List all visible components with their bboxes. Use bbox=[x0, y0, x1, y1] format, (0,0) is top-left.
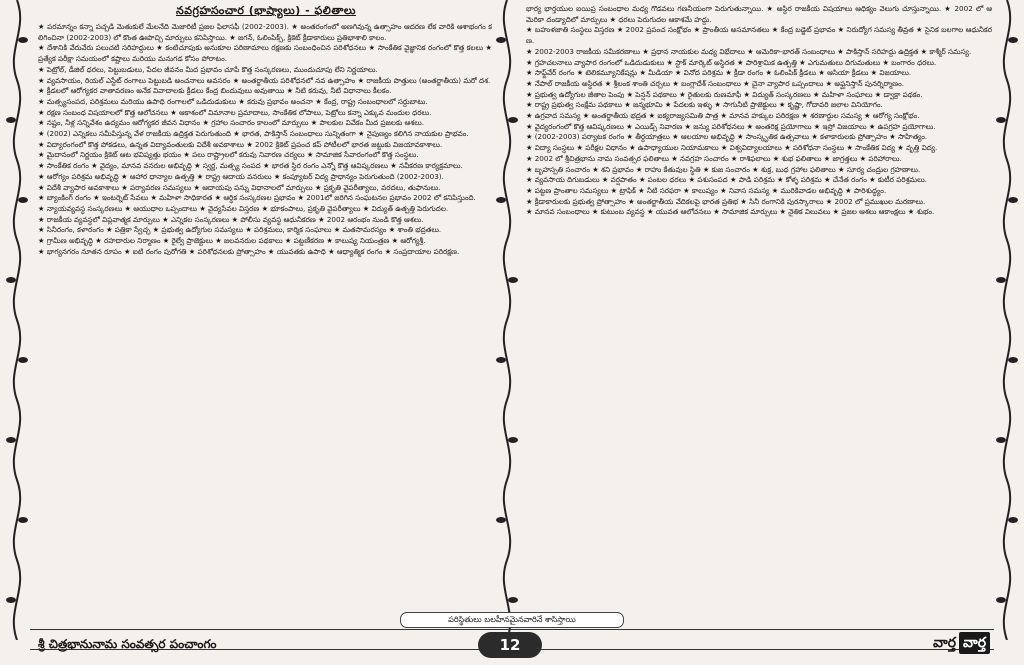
article-paragraph: ★ రాజకీయ వ్యవస్థలో విప్లవాత్మక మార్పులు ★ ఎన్నికల సంస్కరణలు ★ పోలీసు వ్యవస్థ ఆధునీకరణ ★ 2002 ఆరంభం నుండి కొత్త ఆశలు. bbox=[38, 214, 424, 224]
article-paragraph: ★ సినీరంగం, కళారంగం ★ పత్రికా స్వేచ్ఛ ★ ప్రభుత్వ ఉద్యోగుల సమస్యలు ★ పరిశ్రమలు, కార్మిక సంఘాలు ★ మతసామరస్యం ★ శాంతి భద్రతలు. bbox=[38, 225, 442, 235]
article-paragraph: ★ బహుళజాతి సంస్థలు విస్తరణ ★ 2002 ప్రపంచ సంక్షోభం ★ ప్రాంతీయ అసమానతలు ★ కేంద్ర బడ్జెట్ ప్రభావం ★ నిరుద్యోగ సమస్య తీవ్రత ★ సైనిక బలగాల ఆధునీకరణ. bbox=[526, 25, 992, 46]
article-paragraph: ★ క్రీడాకారులకు ప్రభుత్వ ప్రోత్సాహం ★ అంతర్జాతీయ వేదికలపై భారత ప్రతిభ ★ సినీ రంగానికి పురస్కారాలు ★ 2002 లో ప్రముఖుల మరణాలు. bbox=[526, 196, 926, 206]
article-paragraph: ★ ఆరోగ్యం పరిశ్రమ అభివృద్ధి ★ ఆహార ధాన్యాల ఉత్పత్తి ★ రాష్ట్ర ఆదాయ వనరులు ★ కంప్యూటర్ విద్య ప్రాధాన్యం పెరుగుతుంది (2002-2003). bbox=[38, 171, 444, 181]
page-number: 12 bbox=[478, 632, 542, 658]
article-paragraph: ★ గ్రహచలనాలు వ్యాపార రంగంలో ఒడిదుడుకులు ★ స్టాక్ మార్కెట్ అస్థిరత ★ పారిశ్రామిక ఉత్పత్తి ★ ఎగుమతులు దిగుమతులు ★ బంగారం ధరలు. bbox=[526, 57, 937, 67]
article-paragraph: ★ రాష్ట్ర ప్రభుత్వ సంక్షేమ పథకాలు ★ జన్మభూమి ★ పేదలకు ఇళ్ళు ★ సాగునీటి ప్రాజెక్టులు ★ కృష్ణా, గోదావరి జలాల వినియోగం. bbox=[526, 100, 883, 110]
article-paragraph: ★ రక్షణ సంబంధ విషయాలలో కొత్త ఆలోచనలు ★ ఆకాశంలో విమానాల ప్రమాదాలు, సాంకేతిక లోపాలు, పెట్రోలు కన్నా ఎక్కువ మందుల ధరలు. bbox=[38, 107, 432, 117]
article-paragraph: ★ (2002-2003) పర్యాటక రంగం ★ తీర్థయాత్రలు ★ ఆలయాల అభివృద్ధి ★ సాంస్కృతిక ఉత్సవాలు ★ కళాకారులకు ప్రోత్సాహం ★ సాహిత్యం. bbox=[526, 132, 928, 142]
article-paragraph: ★ మత్స్యసంపద, పరిశ్రమలు మరియు ఉపాధి రంగాలలో ఒడిదుడుకులు ★ కరువు ప్రభావం అంచనా ★ కేంద్ర, రాష్ట్ర సంబంధాలలో సర్దుబాటు. bbox=[38, 96, 428, 106]
article-paragraph: ★ నేపాల్ రాజకీయ అస్థిరత ★ శ్రీలంక శాంతి చర్చలు ★ బంగ్లాదేశ్ సంబంధాలు ★ చైనా వ్యాపార ఒప్పందాలు ★ అఫ్ఘనిస్తాన్ పునర్నిర్మాణం. bbox=[526, 78, 905, 88]
article-paragraph: ★ వ్యవసాయ దిగుబడులు ★ వర్షపాతం ★ పంటల ధరలు ★ పశుసంపద ★ పాడి పరిశ్రమ ★ కోళ్ళ పరిశ్రమ ★ చేనేత రంగం ★ కుటీర పరిశ్రమలు. bbox=[526, 175, 928, 185]
article-paragraph: ★ మానవ సంబంధాలు ★ కుటుంబ వ్యవస్థ ★ యువత ఆలోచనలు ★ సామాజిక మార్పులు ★ నైతిక విలువలు ★ ప్రజల ఆశలు ఆకాంక్షలు ★ శుభం. bbox=[526, 207, 935, 217]
article-paragraph: ★ విద్యారంగంలో కొత్త పోకడలు, ఉన్నత విద్యావంతులకు విదేశీ అవకాశాలు ★ 2002 క్రికెట్ ప్రపంచ కప్ పోటీలలో భారత జట్టుకు విజయావకాశాలు. bbox=[38, 139, 443, 149]
article-paragraph: ★ క్రీడలలో ఆరోగ్యకర వాతావరణం అనేక వివాదాలకు క్రీడలు కేంద్ర బిందువులు అవుతాయి ★ నీటి కరువు, నీటి విధానాలు కీలకం. bbox=[38, 86, 392, 96]
left-text-column bbox=[38, 22, 492, 610]
article-paragraph: ★ భాగ్యనగరం నూతన రూపం ★ ఐటి రంగం పురోగతి ★ పరిశోధనలకు ప్రోత్సాహం ★ యువతకు ఉపాధి ★ ఆధ్యాత్మిక రంగం ★ సంప్రదాయాల పరిరక్షణ. bbox=[38, 246, 460, 256]
right-text-column bbox=[526, 4, 992, 610]
article-paragraph: ★ న్యాయవ్యవస్థ సంస్కరణలు ★ ఆయుధాల ఒప్పందాలు ★ వైద్యసేవల విస్తరణ ★ భూకంపాలు, ప్రకృతి వైపరీత్యాలు ★ విద్యుత్ ఉత్పత్తి పెరుగుదల. bbox=[38, 203, 449, 213]
brand-logo bbox=[910, 632, 990, 654]
article-paragraph: ★ నష్టం, నీళ్ల సన్నివేశం ఉద్యమం ఆరోగ్యకర జీవన విధానం ★ గ్రహాల సంచారం కాలంలో మార్పులు ★ పాలకుల వివేకం మీద ప్రజలకు ఆశలు. bbox=[38, 118, 425, 128]
article-paragraph: భార్య భార్తయుల ఐయిప్ర సంబంధాల మధ్య గొడవలు గణనీయంగా పెరుగుతున్నాయి. ★ అస్థిర రాజకీయ విషయాలు ఆధిక్యం వెలుగు చూస్తున్నాయి. ★ 2002 లో ఆమెరికా దండ్యాదిలో మార్పులు ★ ధరలు పెరుగుదల ఆకాశమే హద్దు. bbox=[526, 4, 992, 24]
middle-vine-border bbox=[494, 0, 520, 640]
article-paragraph: ★ దేశానికి వేరువేరు పలుచటి సరిహద్దులు ★ కంటిచూపుకు అనుకూల పరిణామాలు రక్షణకు సంబంధించిన పరిశోధనలు ★ సాంకేతిక వైజ్ఞానిక రంగంలో కొత్త కలలు ★ ప్రత్యేక పరీక్షా సమయంలో కష్టాలు మరియు మనుగడ కోసం పోరాటం. bbox=[38, 43, 492, 64]
article-paragraph: ★ పెట్రోల్, డీజిల్ ధరలు, పెట్టుబడులు, పేదల జీవనం మీద ప్రభావం చూపే కొత్త సంస్కరణలు, ముందుచూపు లేని నిర్ణయాలు. bbox=[38, 64, 378, 74]
article-paragraph: ★ విద్యా సంస్థలు ★ పరీక్షల విధానం ★ ఉపాధ్యాయుల నియామకాలు ★ విశ్వవిద్యాలయాలు ★ పరిశోధనా సంస్థలు ★ సాంకేతిక విద్య ★ వృత్తి విద్య. bbox=[526, 143, 938, 153]
article-paragraph: ★ పట్టణ ప్రాంతాల సమస్యలు ★ ట్రాఫిక్ ★ నీటి సరఫరా ★ కాలుష్యం ★ నివాస సమస్య ★ మురికివాడల అభివృద్ధి ★ పారిశుద్ధ్యం. bbox=[526, 185, 887, 195]
article-paragraph: ★ సాఫ్ట్‌వేర్ రంగం ★ టెలికమ్యూనికేషన్లు ★ మీడియా ★ వినోద పరిశ్రమ ★ క్రీడా రంగం ★ ఓలింపిక్ క్రీడలు ★ ఆసియా క్రీడలు ★ విజయాలు. bbox=[526, 68, 912, 78]
right-vine-border bbox=[994, 0, 1020, 640]
article-paragraph: ★ వైద్యరంగంలో కొత్త ఆవిష్కరణలు ★ ఎయిడ్స్ నివారణ ★ జన్యు పరిశోధనలు ★ అంతరిక్ష ప్రయోగాలు ★ ఇస్రో విజయాలు ★ ఉపగ్రహ ప్రయోగాలు. bbox=[526, 121, 936, 131]
article-paragraph: ★ గ్రామీణ అభివృద్ధి ★ రహదారుల నిర్మాణం ★ రైల్వే ప్రాజెక్టులు ★ జలవనరుల పథకాలు ★ పట్టణీకరణ ★ కాలుష్య నియంత్రణ ★ ఆరోగ్యశ్రీ. bbox=[38, 236, 426, 246]
article-paragraph: ★ 2002-2003 రాజకీయ సమీకరణాలు ★ ప్రధాన నాయకుల మధ్య విభేదాలు ★ ఆమెరికా-భారత్ సంబంధాలు ★ పాకిస్తాన్ సరిహద్దు ఉద్రిక్తత ★ కాశ్మీర్ సమస్య. bbox=[526, 46, 972, 56]
footer-publication-title: శ్రీ చిత్రభానునామ సంవత్సర పంచాంగం bbox=[38, 637, 217, 651]
article-paragraph: ★ బృహస్పతి సంచారం ★ శని ప్రభావం ★ రాహు కేతువుల స్థితి ★ కుజ సంచారం ★ శుక్ర, బుధ గ్రహాల ఫలితాలు ★ సూర్య చంద్రుల గ్రహణాలు. bbox=[526, 164, 921, 174]
article-paragraph: ★ విదేశీ వ్యాపార అవకాశాలు ★ పర్యావరణ సమస్యలు ★ ఆదాయపు పన్ను విధానాలలో మార్పులు ★ ప్రకృతి వైపరీత్యాలు, వరదలు, తుఫానులు. bbox=[38, 182, 441, 192]
footer-rule-top bbox=[30, 629, 994, 630]
article-paragraph: ★ 2002 లో శ్రీచిత్రభాను నామ సంవత్సర ఫలితాలు ★ నవగ్రహ సంచారం ★ రాశిఫలాలు ★ శుభ ఫలితాలు ★ జాగ్రత్తలు ★ పరిహారాలు. bbox=[526, 153, 902, 163]
article-paragraph: ★ మైదానంలో నిర్ణయం క్రికెట్ ఆట భవిష్యత్తు భయం ★ పలు రాష్ట్రాలలో కరువు నివారణ చర్యలు ★ సామాజిక సేవారంగంలో కొత్త సంస్థలు. bbox=[38, 150, 419, 160]
article-title: నవగ్రహసంచార (భాష్యాలు) - ఫలితాలు bbox=[176, 4, 356, 17]
article-paragraph: ★ ఉగ్రవాద సమస్య ★ అంతర్జాతీయ భద్రత ★ ఐక్యరాజ్యసమితి పాత్ర ★ మానవ హక్కుల పరిరక్షణ ★ శరణార్థుల సమస్య ★ ఆరోగ్య సంక్షోభం. bbox=[526, 111, 920, 121]
article-paragraph: ★ పరమాన్నం కన్నా పచ్చడి మెతుకులే మేలనేది మెజారిటీ ప్రజల ఫిలాసఫీ (2002-2003). ★ అంతరంగంలో అణగివున్న ఉత్సాహం ఆదరణ లేక వారికి ఆశాభంగం కలిగించినా (2002-2003) లో కొంత ఊపొచ్చి మార్పులు కనిపిస్తాయి. ★ జగన్, ఓలింపిక్స్, క్రికెట్ క్రీడాకారులు ప్రతిభాశాలి కాలం. bbox=[38, 22, 492, 42]
article-paragraph: ★ (2002) ఎన్నికలు సమీపిస్తున్న వేళ రాజకీయ ఉద్రిక్తత పెరుగుతుంది ★ భారత, పాకిస్తాన్ సంబంధాలు సున్నితంగా ★ నైపుణ్యం కలిగిన నాయకుల ప్రాభవం. bbox=[38, 129, 469, 139]
article-paragraph: ★ ప్రభుత్వ ఉద్యోగుల జీతాల పెంపు ★ పెన్షన్ పథకాలు ★ రైతులకు రుణమాఫీ ★ విద్యుత్ సంస్కరణలు ★ మహిళా సంఘాలు ★ డ్వాక్రా పథకం. bbox=[526, 89, 923, 99]
article-paragraph: ★ బ్యాంకింగ్ రంగం ★ ఇంటర్నెట్ సేవలు ★ మహిళా సాధికారత ★ ఆర్థిక సంస్కరణల ప్రభావం ★ 2001లో జరిగిన సంఘటనల ప్రభావం 2002 లో కనిపిస్తుంది. bbox=[38, 193, 476, 203]
brand-text-boxed: వార్త bbox=[959, 632, 990, 654]
article-paragraph: ★ వ్యవసాయం, రియల్ ఎస్టేట్ రంగాలు పెట్టుబడి అంచనాలు అవసరం ★ అంతర్జాతీయ పరిశోధనలో నవ ఉత్సాహం ★ రాజకీయ పొత్తులు (అంతర్జాతీయ) మరో దశ. bbox=[38, 75, 491, 85]
slogan-box: పరిస్థితులు బలహీనమైనవారినే శాసిస్తాయి bbox=[400, 612, 624, 628]
brand-text: వార్త bbox=[933, 635, 957, 651]
left-vine-border bbox=[4, 0, 30, 640]
article-paragraph: ★ సాంకేతిక రంగం ★ వైద్యం, మానవ వనరుల అభివృద్ధి ★ స్వర్ణ, మత్స్య సంపద ★ భారత స్థిర రంగం ఎన్నో కొత్త ఆవిష్కరణలు ★ నవీకరణ కార్యక్రమాలు. bbox=[38, 161, 463, 171]
